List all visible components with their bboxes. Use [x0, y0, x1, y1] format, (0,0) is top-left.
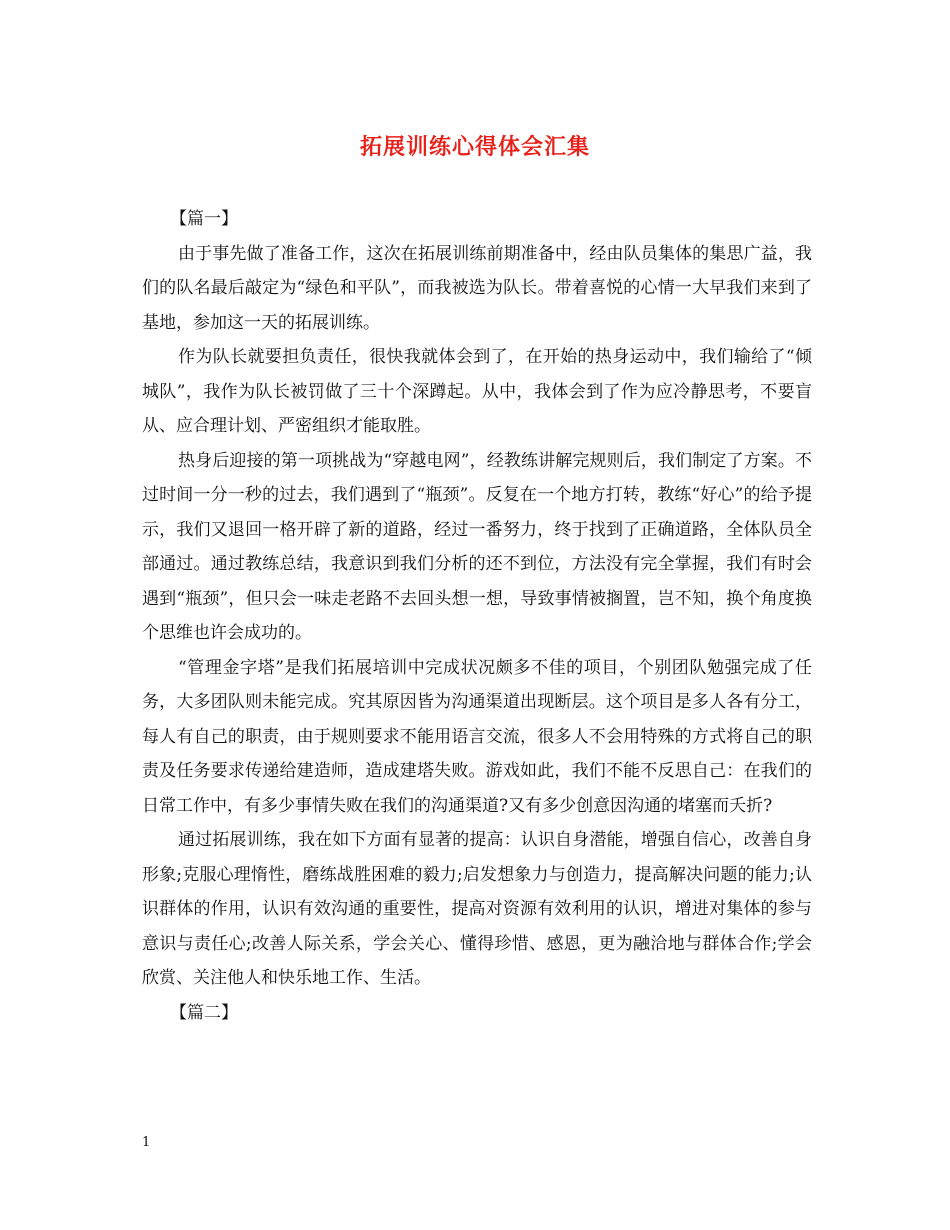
- document-body: [142, 202, 812, 1030]
- paragraph: “管理金字塔”是我们拓展培训中完成状况颇多不佳的项目，个别团队勉强完成了任务，大多团队则未能完成。究其原因皆为沟通渠道出现断层。这个项目是多人各有分工，每人有自己的职责，由于规则要求不能用语言交流，很多人不会用特殊的方式将自己的职责及任务要求传递给建造师，造成建塔失败。游戏如此，我们不能不反思自己：在我们的日常工作中，有多少事情失败在我们的沟通渠道?又有多少创意因沟通的堵塞而夭折?: [142, 657, 812, 816]
- paragraph: 作为队长就要担负责任，很快我就体会到了，在开始的热身运动中，我们输给了“倾城队”，我作为队长被罚做了三十个深蹲起。从中，我体会到了作为应冷静思考，不要盲从、应合理计划、严密组织才能取胜。: [142, 347, 812, 436]
- paragraph: 由于事先做了准备工作，这次在拓展训练前期准备中，经由队员集体的集思广益，我们的队名最后敲定为“绿色和平队”，而我被选为队长。带着喜悦的心情一大早我们来到了基地，参加这一天的拓展训练。: [142, 243, 812, 333]
- section-label-2: 【篇二】: [170, 1002, 238, 1023]
- page-number: 1: [142, 1135, 151, 1150]
- paragraph: 通过拓展训练，我在如下方面有显著的提高：认识自身潜能，增强自信心，改善自身形象;克服心理惰性，磨练战胜困难的毅力;启发想象力与创造力，提高解决问题的能力;认识群体的作用，认识有效沟通的重要性，提高对资源有效利用的认识，增进对集体的参与意识与责任心;改善人际关系，学会关心、懂得珍惜、感恩，更为融洽地与群体合作;学会欣赏、关注他人和快乐地工作、生活。: [142, 830, 812, 988]
- paragraph: 热身后迎接的第一项挑战为“穿越电网”，经教练讲解完规则后，我们制定了方案。不过时间一分一秒的过去，我们遇到了“瓶颈”。反复在一个地方打转，教练“好心”的给予提示，我们又退回一格开辟了新的道路，经过一番努力，终于找到了正确道路，全体队员全部通过。通过教练总结，我意识到我们分析的还不到位，方法没有完全掌握，我们有时会遇到“瓶颈”，但只会一味走老路不去回头想一想，导致事情被搁置，岂不知，换个角度换个思维也许会成功的。: [142, 450, 812, 643]
- document-title: 拓展训练心得体会汇集: [359, 134, 590, 160]
- section-label-1: 【篇一】: [170, 209, 238, 229]
